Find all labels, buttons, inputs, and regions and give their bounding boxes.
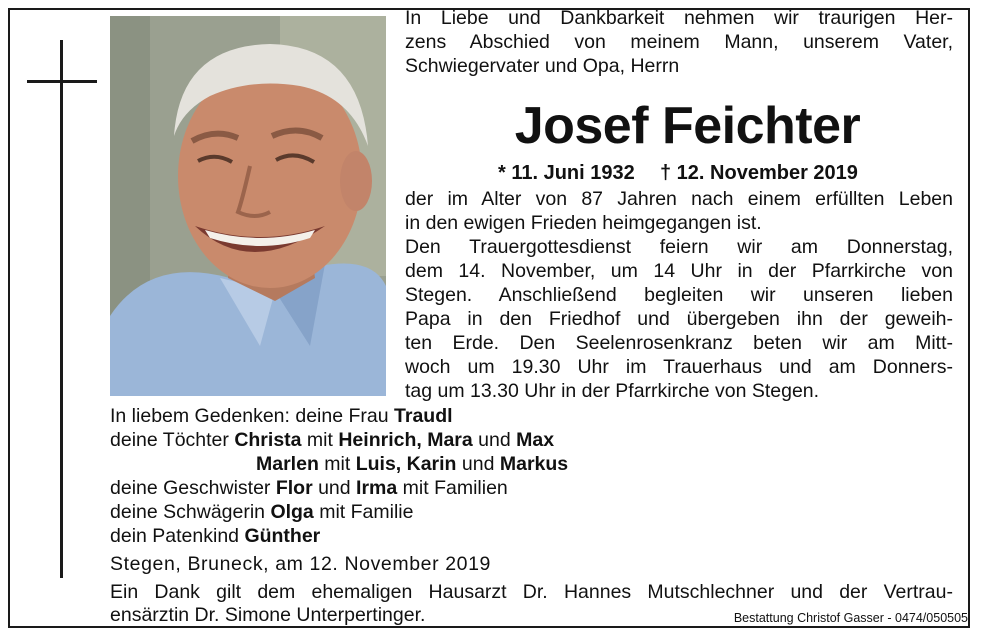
body-line-9: tag um 13.30 Uhr in der Pfarrkirche von Stegen. (405, 380, 820, 402)
body-line-8: woch um 19.30 Uhr im Trauerhaus und am Donners- (405, 356, 953, 378)
place-date: Stegen, Bruneck, am 12. November 2019 (110, 553, 491, 575)
body-line-3: Den Trauergottesdienst feiern wir am Donnerstag, (405, 236, 953, 258)
death-date: † 12. November 2019 (660, 162, 858, 184)
mourners-line-3: Marlen mit Luis, Karin und Markus (256, 453, 569, 475)
body-line-2: in den ewigen Frieden heimgegangen ist. (405, 212, 762, 234)
body-line-6: Papa in den Friedhof und übergeben ihn der geweih- (405, 308, 953, 330)
cross-icon (60, 40, 63, 578)
body-line-1: der im Alter von 87 Jahren nach einem erfüllten Leben (405, 188, 953, 210)
mourners-line-5: deine Schwägerin Olga mit Familie (110, 501, 414, 523)
intro-line-3: Schwiegervater und Opa, Herrn (405, 55, 680, 77)
undertaker-credit: Bestattung Christof Gasser - 0474/050505 (733, 611, 968, 625)
intro-line-1: In Liebe und Dankbarkeit nehmen wir traurigen Her- (405, 7, 953, 29)
body-line-7: ten Erde. Den Seelenrosenkranz beten wir am Mitt- (405, 332, 953, 354)
mourners-line-1: In liebem Gedenken: deine Frau Traudl (110, 405, 453, 427)
body-line-5: Stegen. Anschließend begleiten wir unseren lieben (405, 284, 953, 306)
mourners-line-6: dein Patenkind Günther (110, 525, 321, 547)
birth-date: * 11. Juni 1932 (498, 162, 635, 184)
thanks-line-1: Ein Dank gilt dem ehemaligen Hausarzt Dr. Hannes Mutschlechner und der Vertrau- (110, 581, 953, 603)
body-line-4: dem 14. November, um 14 Uhr in der Pfarrkirche von (405, 260, 953, 282)
deceased-name: Josef Feichter (514, 97, 861, 155)
cross-icon-bar (27, 80, 97, 83)
portrait-photo (110, 16, 386, 396)
intro-line-2: zens Abschied von meinem Mann, unserem Vater, (405, 31, 953, 53)
mourners-line-4: deine Geschwister Flor und Irma mit Familien (110, 477, 508, 499)
thanks-line-2: ensärztin Dr. Simone Unterpertinger. (110, 604, 426, 626)
mourners-line-2: deine Töchter Christa mit Heinrich, Mara und Max (110, 429, 555, 451)
